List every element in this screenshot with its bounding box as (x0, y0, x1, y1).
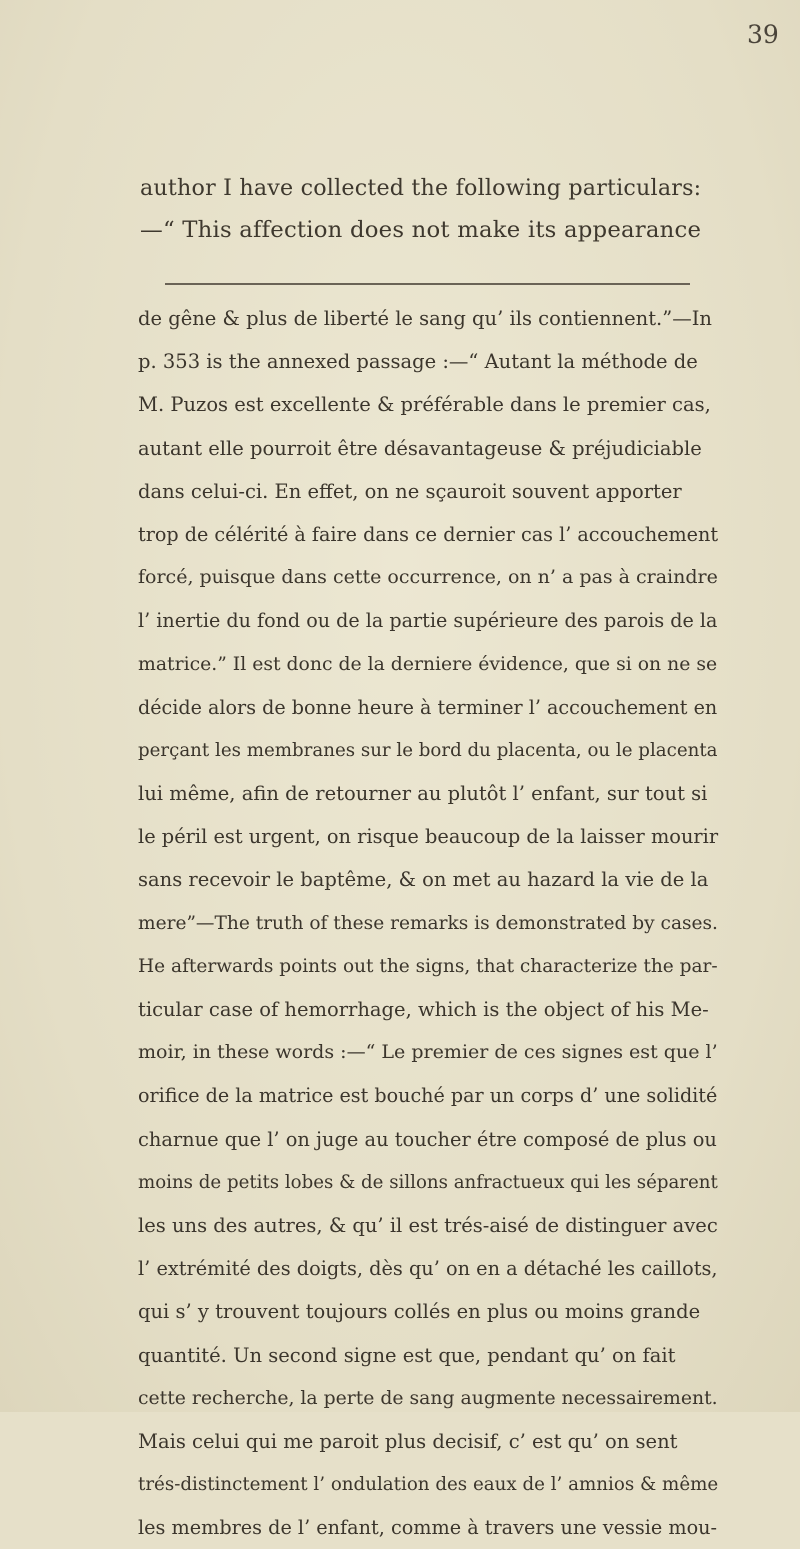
text-line: décide alors de bonne heure à terminer l’ accouchement en (138, 695, 718, 719)
text-line: trés-distinctement l’ ondulation des eaux de l’ amnios & même (138, 1474, 719, 1496)
section-divider (165, 283, 690, 285)
text-line: cette recherche, la perte de sang augmente necessairement. (138, 1387, 718, 1409)
header-line-1: author I have collected the following particulars: (140, 175, 702, 201)
text-line: M. Puzos est excellente & préférable dans le premier cas, (138, 393, 711, 417)
text-line: Mais celui qui me paroit plus decisif, c’ est qu’ on sent (138, 1429, 678, 1453)
text-line: l’ inertie du fond ou de la partie supérieure des parois de la (138, 609, 718, 633)
text-line: sans recevoir le baptême, & on met au hazard la vie de la (138, 868, 709, 892)
text-line: dans celui-ci. En effet, on ne sçauroit souvent apporter (138, 479, 682, 503)
text-line: qui s’ y trouvent toujours collés en plus ou moins grande (138, 1300, 701, 1324)
text-line: mere”—The truth of these remarks is demonstrated by cases. (138, 912, 718, 934)
text-line: le péril est urgent, on risque beaucoup de la laisser mourir (138, 825, 719, 849)
text-line: matrice.” Il est donc de la derniere évidence, que si on ne se (138, 653, 718, 675)
text-line: perçant les membranes sur le bord du placenta, ou le placenta (138, 739, 718, 761)
page-number: 39 (747, 20, 779, 49)
text-line: les uns des autres, & qu’ il est trés-aisé de distinguer avec (138, 1213, 718, 1237)
text-line: moir, in these words :—“ Le premier de ces signes est que l’ (138, 1041, 718, 1064)
text-line: ticular case of hemorrhage, which is the object of his Me- (138, 998, 709, 1021)
text-line: He afterwards points out the signs, that characterize the par- (138, 955, 718, 977)
text-line: lui même, afin de retourner au plutôt l’ enfant, sur tout si (138, 782, 708, 806)
text-line: p. 353 is the annexed passage :—“ Autant la méthode de (138, 350, 698, 374)
text-line: de gêne & plus de liberté le sang qu’ ils contiennent.”—In (138, 307, 712, 330)
footnote-text (138, 297, 718, 1549)
text-line: autant elle pourroit être désavantageuse & préjudiciable (138, 436, 702, 460)
text-line: orifice de la matrice est bouché par un corps d’ une solidité (138, 1084, 718, 1108)
text-line: charnue que l’ on juge au toucher étre composé de plus ou (138, 1127, 717, 1151)
text-line: moins de petits lobes & de sillons anfractueux qui les séparent (138, 1171, 718, 1193)
text-line: quantité. Un second signe est que, pendant qu’ on fait (138, 1343, 676, 1367)
text-line: les membres de l’ enfant, comme à travers une vessie mou- (138, 1516, 718, 1540)
text-line: trop de célérité à faire dans ce dernier cas l’ accouchement (138, 522, 719, 546)
text-line: forcé, puisque dans cette occurrence, on n’ a pas à craindre (138, 566, 718, 589)
header-line-2: —“ This affection does not make its appearance (140, 217, 702, 243)
text-line: l’ extrémité des doigts, dès qu’ on en a détaché les caillots, (138, 1257, 718, 1281)
